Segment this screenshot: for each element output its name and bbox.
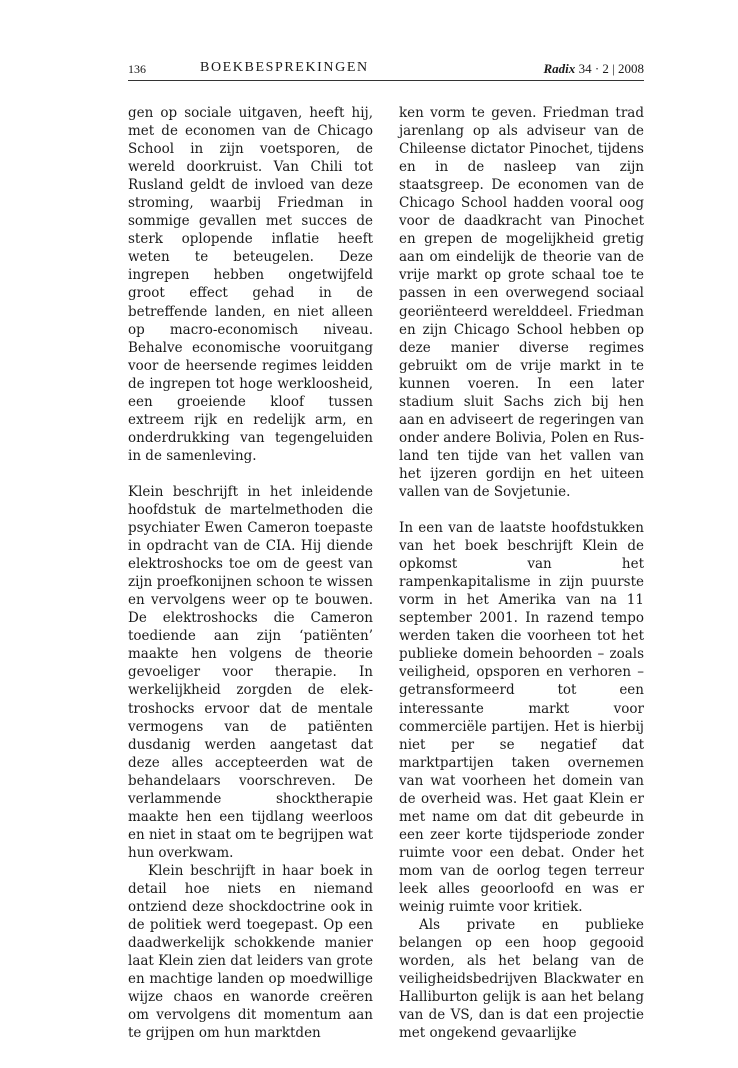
running-header xyxy=(128,60,644,82)
header-rule xyxy=(128,80,644,81)
paragraph: Klein beschrijft in het inleidende hoofdstuk de martelmethoden die psychiater Ewen Cameron toepaste in opdracht van de CIA. Hij diende elektroshocks toe om de geest van zijn proefkonijnen schoon te wissen en vervolgens weer op te bouwen. De elektroshocks die Cameron toediende aan zijn ‘patiënten’ maakte hen volgens de theorie gevoeliger voor therapie. In werkelijkheid zorgden de elektroshocks ervoor dat de mentale vermogens van de patiënten dusdanig werden aangetast dat deze alles accepteerden wat de behandelaars voorschreven. De verlammende shocktherapie maakte hen een tijdlang weerloos en niet in staat om te begrijpen wat hun overkwam. xyxy=(128,483,373,861)
left-column xyxy=(128,104,373,1042)
journal-reference xyxy=(544,60,644,78)
page-number: 136 xyxy=(128,62,146,76)
journal-issue: 34 · 2 | 2008 xyxy=(578,61,644,76)
paragraph: Klein beschrijft in haar boek in detail hoe niets en niemand ontziend deze shockdoctrine ook in de politiek werd toegepast. Op een daadwerkelijk schokkende manier laat Klein zien dat leiders van grote en machtige landen op moedwillige wijze chaos en wanorde creëren om vervolgens dit momentum aan te grijpen om hun marktden xyxy=(128,862,373,1042)
journal-name: Radix xyxy=(543,61,576,76)
paragraph: gen op sociale uitgaven, heeft hij, met de economen van de Chicago School in zijn voetsporen, de wereld doorkruist. Van Chili tot Rusland geldt de invloed van deze stroming, waarbij Friedman in sommige gevallen met succes de sterk oplopende inflatie heeft weten te beteugelen. Deze ingrepen hebben ongetwijfeld groot effect gehad in de betreffende landen, en niet alleen op macro-economisch niveau. Behalve economische vooruitgang voor de heersende regimes leidden de ingrepen tot hoge werkloosheid, een groeiende kloof tussen extreem rijk en redelijk arm, en onderdrukking van tegengeluiden in de samenleving. xyxy=(128,105,373,464)
paragraph: Als private en publieke belangen op een hoop gegooid worden, als het belang van de veiligheidsbedrijven Blackwater en Halliburton gelijk is aan het belang van de VS, dan is dat een projectie met ongekend gevaarlijke xyxy=(399,917,644,1042)
running-title: BOEKBESPREKINGEN xyxy=(200,60,369,75)
right-column xyxy=(399,104,644,1042)
paragraph: In een van de laatste hoofdstukken van het boek beschrijft Klein de opkomst van het rampenkapitalisme in zijn puurste vorm in het Amerika van na 11 september 2001. In razend tempo werden taken die voorheen tot het publieke domein behoorden – zoals veiligheid, opsporen en verhoren – getransformeerd tot een interessante markt voor commerciële partijen. Het is hierbij niet per se negatief dat marktpartijen taken overnemen van wat voorheen het domein van de overheid was. Het gaat Klein er met name om dat dit gebeurde in een zeer korte tijdsperiode zonder ruimte voor een debat. Onder het mom van de oorlog tegen terreur leek alles geoorloofd en was er weinig ruimte voor kritiek. xyxy=(399,520,644,916)
paragraph: ken vorm te geven. Friedman trad jarenlang op als adviseur van de Chileense dictator Pinochet, tijdens en in de nasleep van zijn staatsgreep. De economen van de Chicago School hadden vooral oog voor de daadkracht van Pinochet en grepen de mogelijkheid gretig aan om eindelijk de theorie van de vrije markt op grote schaal toe te passen in een overwegend sociaal georiënteerd werelddeel. Friedman en zijn Chicago School hebben op deze manier diverse regimes gebruikt om de vrije markt in te kunnen voeren. In een later stadium sluit Sachs zich bij hen aan en adviseert de regeringen van onder andere Bolivia, Polen en Rusland ten tijde van het vallen van het ijzeren gordijn en het uiteen vallen van de Sovjetunie. xyxy=(399,105,644,500)
